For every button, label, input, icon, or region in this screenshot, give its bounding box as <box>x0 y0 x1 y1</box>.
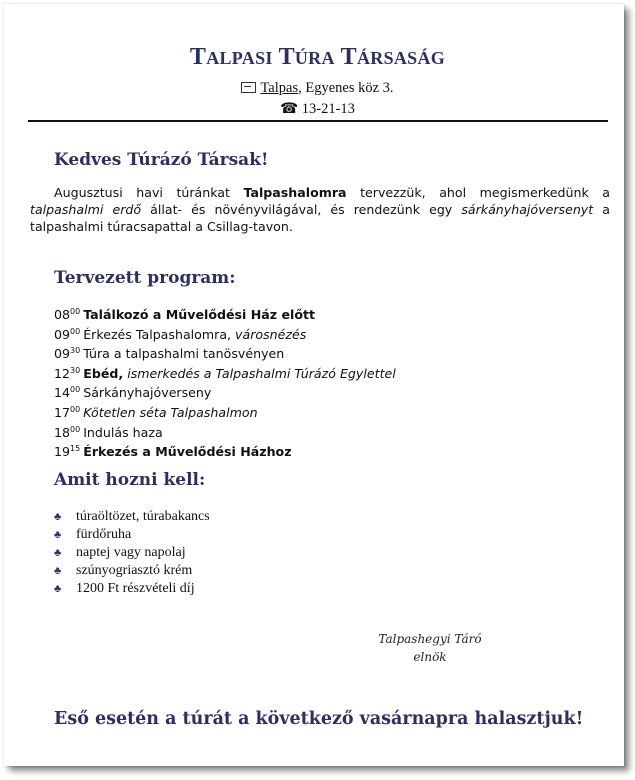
bring-item <box>54 544 210 562</box>
intro-text: állat- és növényvilágával, és rendezünk egy <box>141 202 462 217</box>
time-hour: 08 <box>54 307 71 322</box>
header-divider <box>28 120 608 122</box>
time-hour: 18 <box>54 424 71 440</box>
event-italic: Kötetlen séta Talpashalmon <box>83 404 258 420</box>
intro-text: a talpashalmi túracsapattal a Csillag-tavon. <box>30 202 610 234</box>
bring-heading: Amit hozni kell: <box>54 470 206 490</box>
event-bold: Ebéd, <box>83 365 124 381</box>
event-bold: Találkozó a Művelődési Ház előtt <box>83 307 316 322</box>
club-icon: ♣ <box>54 565 62 577</box>
phone-number: 13-21-13 <box>301 101 355 117</box>
time-hour: 09 <box>54 346 71 362</box>
intro-text: tervezzük, ahol megismerkedünk a <box>346 185 610 200</box>
address-street: , Egyenes köz 3. <box>298 80 394 96</box>
time-minute: 00 <box>70 385 81 395</box>
time-hour: 09 <box>54 326 71 342</box>
program-row <box>54 441 396 461</box>
club-icon: ♣ <box>54 511 62 523</box>
bring-item-label: túraöltözet, túrabakancs <box>76 509 210 524</box>
bring-item-label: naptej vagy napolaj <box>76 545 186 560</box>
event-text: Indulás haza <box>83 424 163 440</box>
bring-item-label: szúnyogriasztó krém <box>76 563 193 578</box>
club-icon: ♣ <box>54 547 62 559</box>
footer-note: Eső esetén a túrát a következő vasárnapra halasztjuk! <box>54 709 584 729</box>
time-minute: 30 <box>70 365 81 375</box>
program-row <box>54 324 396 344</box>
program-row <box>54 422 396 442</box>
title-cap: T <box>278 44 295 70</box>
intro-text: Augusztusi havi túránkat <box>54 185 244 200</box>
time-minute: 00 <box>70 404 81 414</box>
intro-paragraph <box>30 184 610 235</box>
program-row <box>54 304 396 324</box>
address-town: Talpas <box>260 80 299 96</box>
signature-role: elnök <box>413 650 447 664</box>
program-row <box>54 402 396 422</box>
club-icon: ♣ <box>54 583 62 595</box>
bring-item-label: 1200 Ft részvételi díj <box>76 581 195 596</box>
greeting-heading: Kedves Túrázó Társak! <box>54 150 269 170</box>
bring-item <box>54 580 210 598</box>
address-line <box>0 80 635 97</box>
time-minute: 15 <box>70 444 81 454</box>
telephone-icon: ☎ <box>280 101 299 117</box>
title-cap: T <box>340 44 357 70</box>
event-italic: ismerkedés a Talpashalmi Túrázó Egylettel <box>127 365 396 381</box>
event-italic: városnézés <box>235 326 307 342</box>
bring-item <box>54 562 210 580</box>
time-hour: 19 <box>54 444 71 460</box>
time-hour: 12 <box>54 365 71 381</box>
bring-item <box>54 508 210 526</box>
phone-line <box>0 101 635 118</box>
intro-race: sárkányhajóversenyt <box>461 202 594 217</box>
time-minute: 00 <box>70 307 81 316</box>
event-text: Sárkányhajóverseny <box>83 385 212 401</box>
time-hour: 14 <box>54 385 71 401</box>
page-title <box>0 44 635 71</box>
time-minute: 00 <box>70 326 81 336</box>
intro-destination: Talpashalomra <box>243 185 347 200</box>
title-word: ÁRSASÁG <box>356 48 446 68</box>
signature-name: Talpashegyi Táró <box>378 632 482 646</box>
bring-item <box>54 526 210 544</box>
time-minute: 30 <box>70 346 81 356</box>
bring-item-label: fürdőruha <box>76 527 132 542</box>
event-text: Túra a talpashalmi tanösvényen <box>83 346 285 362</box>
program-heading: Tervezett program: <box>54 268 236 288</box>
event-text: Érkezés Talpashalomra, <box>83 326 236 342</box>
bring-list <box>54 508 210 598</box>
title-word: ÚRA <box>294 48 335 68</box>
program-row <box>54 382 396 402</box>
program-list <box>54 304 396 461</box>
program-row <box>54 343 396 363</box>
time-hour: 17 <box>54 404 71 420</box>
envelope-icon <box>241 82 256 93</box>
club-icon: ♣ <box>54 529 62 541</box>
signature <box>360 630 500 666</box>
time-minute: 00 <box>70 424 81 434</box>
intro-forest: talpashalmi erdő <box>30 202 142 217</box>
event-bold: Érkezés a Művelődési Házhoz <box>83 444 292 460</box>
title-word: ALPASI <box>206 48 273 68</box>
program-row <box>54 363 396 383</box>
title-cap: T <box>189 44 207 70</box>
